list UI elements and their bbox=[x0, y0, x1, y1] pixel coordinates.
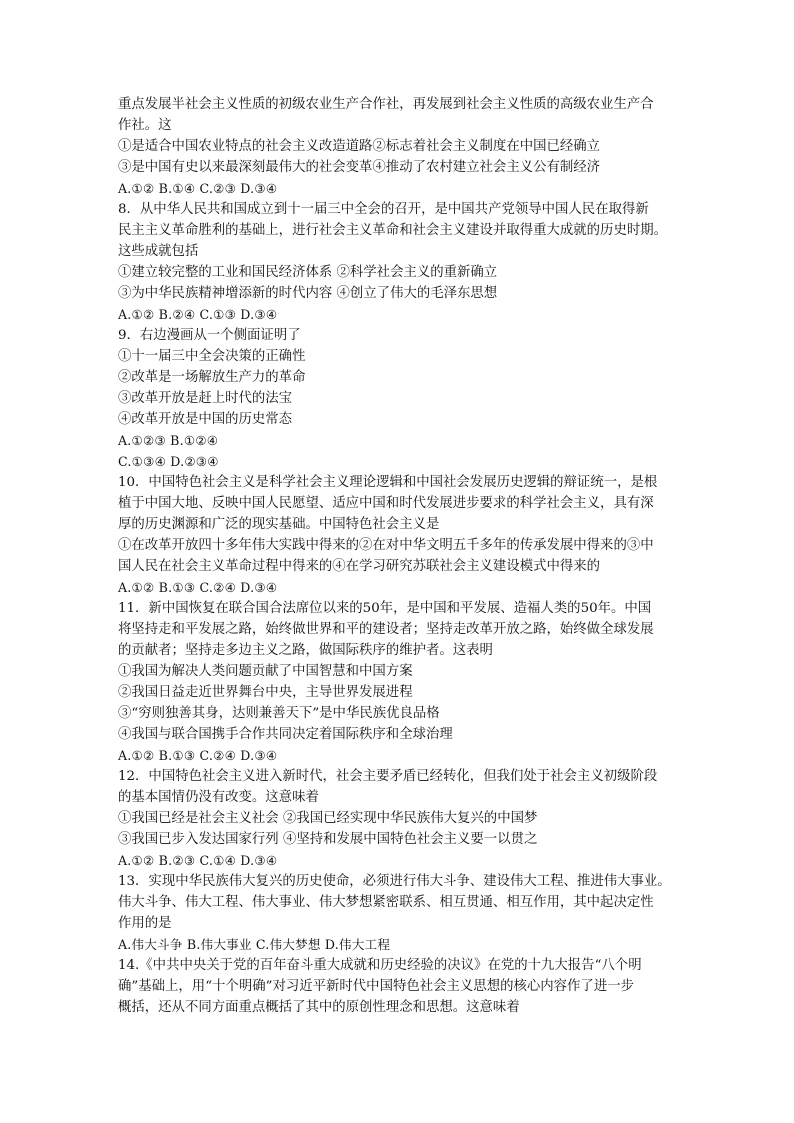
question-11-stem: 11．新中国恢复在联合国合法席位以来的50年，是中国和平发展、造福人类的50年。中国 bbox=[118, 601, 652, 616]
document-page bbox=[118, 94, 686, 1018]
option-line: ③为中华民族精神增添新的时代内容 ④创立了伟大的毛泽东思想 bbox=[118, 286, 498, 301]
option-line: ③是中国有史以来最深刻最伟大的社会变革④推动了农村建立社会主义公有制经济 bbox=[118, 160, 601, 175]
option-line: ④改革开放是中国的历史常态 bbox=[118, 412, 293, 427]
text-line: 作用的是 bbox=[118, 916, 172, 931]
option-line: 国人民在社会主义革命过程中得来的④在学习研究苏联社会主义建设模式中得来的 bbox=[118, 559, 601, 574]
answer-choices: A.①② B.①③ C.②④ D.③④ bbox=[118, 748, 278, 763]
text-line: 的贡献者；坚持走多边主义之路，做国际秩序的维护者。这表明 bbox=[118, 643, 493, 658]
option-line: ①我国已经是社会主义社会 ②我国已经实现中华民族伟大复兴的中国梦 bbox=[118, 811, 538, 826]
option-line: ②我国日益走近世界舞台中央，主导世界发展进程 bbox=[118, 685, 413, 700]
text-line: 概括，还从不同方面重点概括了其中的原创性理念和思想。这意味着 bbox=[118, 1000, 520, 1015]
question-10-stem: 10．中国特色社会主义是科学社会主义理论逻辑和中国社会发展历史逻辑的辩证统一，是根 bbox=[118, 475, 658, 490]
text-line: 重点发展半社会主义性质的初级农业生产合作社，再发展到社会主义性质的高级农业生产合 bbox=[118, 97, 654, 112]
question-8-stem: 8．从中华人民共和国成立到十一届三中全会的召开，是中国共产党领导中国人民在取得新 bbox=[118, 202, 649, 217]
text-line: 作社。这 bbox=[118, 118, 172, 133]
answer-choices: A.伟大斗争 B.伟大事业 C.伟大梦想 D.伟大工程 bbox=[118, 937, 391, 952]
option-line: ③“穷则独善其身，达则兼善天下”是中华民族优良品格 bbox=[118, 706, 440, 721]
text-line: 确”基础上，用“十个明确”对习近平新时代中国特色社会主义思想的核心内容作了进一步 bbox=[118, 979, 634, 994]
text-line: 厚的历史渊源和广泛的现实基础。中国特色社会主义是 bbox=[118, 517, 440, 532]
text-line: 的基本国情仍没有改变。这意味着 bbox=[118, 790, 319, 805]
option-line: ③改革开放是赶上时代的法宝 bbox=[118, 391, 293, 406]
text-line: 将坚持走和平发展之路，始终做世界和平的建设者；坚持走改革开放之路，始终做全球发展 bbox=[118, 622, 654, 637]
option-line: ④我国与联合国携手合作共同决定着国际秩序和全球治理 bbox=[118, 727, 453, 742]
question-13-stem: 13．实现中华民族伟大复兴的历史使命，必须进行伟大斗争、建设伟大工程、推进伟大事业。 bbox=[118, 874, 671, 889]
option-line: ①是适合中国农业特点的社会主义改造道路②标志着社会主义制度在中国已经确立 bbox=[118, 139, 601, 154]
text-line: 伟大斗争、伟大工程、伟大事业、伟大梦想紧密联系、相互贯通、相互作用，其中起决定性 bbox=[118, 895, 654, 910]
text-line: 植于中国大地、反映中国人民愿望、适应中国和时代发展进步要求的科学社会主义，具有深 bbox=[118, 496, 654, 511]
question-9-stem: 9．右边漫画从一个侧面证明了 bbox=[118, 328, 301, 343]
answer-choices: A.①② B.①④ C.②③ D.③④ bbox=[118, 181, 278, 196]
option-line: ①建立较完整的工业和国民经济体系 ②科学社会主义的重新确立 bbox=[118, 265, 498, 280]
option-line: ③我国已步入发达国家行列 ④坚持和发展中国特色社会主义要一以贯之 bbox=[118, 832, 538, 847]
option-line: ①十一届三中全会决策的正确性 bbox=[118, 349, 306, 364]
option-line: ①我国为解决人类问题贡献了中国智慧和中国方案 bbox=[118, 664, 413, 679]
answer-choices: C.①③④ D.②③④ bbox=[118, 454, 219, 469]
answer-choices: A.①② B.②③ C.①④ D.③④ bbox=[118, 853, 278, 868]
answer-choices: A.①②③ B.①②④ bbox=[118, 433, 219, 448]
question-14-stem: 14.《中共中央关于党的百年奋斗重大成就和历史经验的决议》在党的十九大报告“八个明 bbox=[118, 958, 642, 973]
answer-choices: A.①② B.②④ C.①③ D.③④ bbox=[118, 307, 278, 322]
option-line: ②改革是一场解放生产力的革命 bbox=[118, 370, 306, 385]
option-line: ①在改革开放四十多年伟大实践中得来的②在对中华文明五千多年的传承发展中得来的③中 bbox=[118, 538, 654, 553]
question-12-stem: 12．中国特色社会主义进入新时代，社会主要矛盾已经转化，但我们处于社会主义初级阶段 bbox=[118, 769, 658, 784]
answer-choices: A.①② B.①③ C.②④ D.③④ bbox=[118, 580, 278, 595]
text-line: 这些成就包括 bbox=[118, 244, 199, 259]
text-line: 民主主义革命胜利的基础上，进行社会主义革命和社会主义建设并取得重大成就的历史时期。 bbox=[118, 223, 668, 238]
